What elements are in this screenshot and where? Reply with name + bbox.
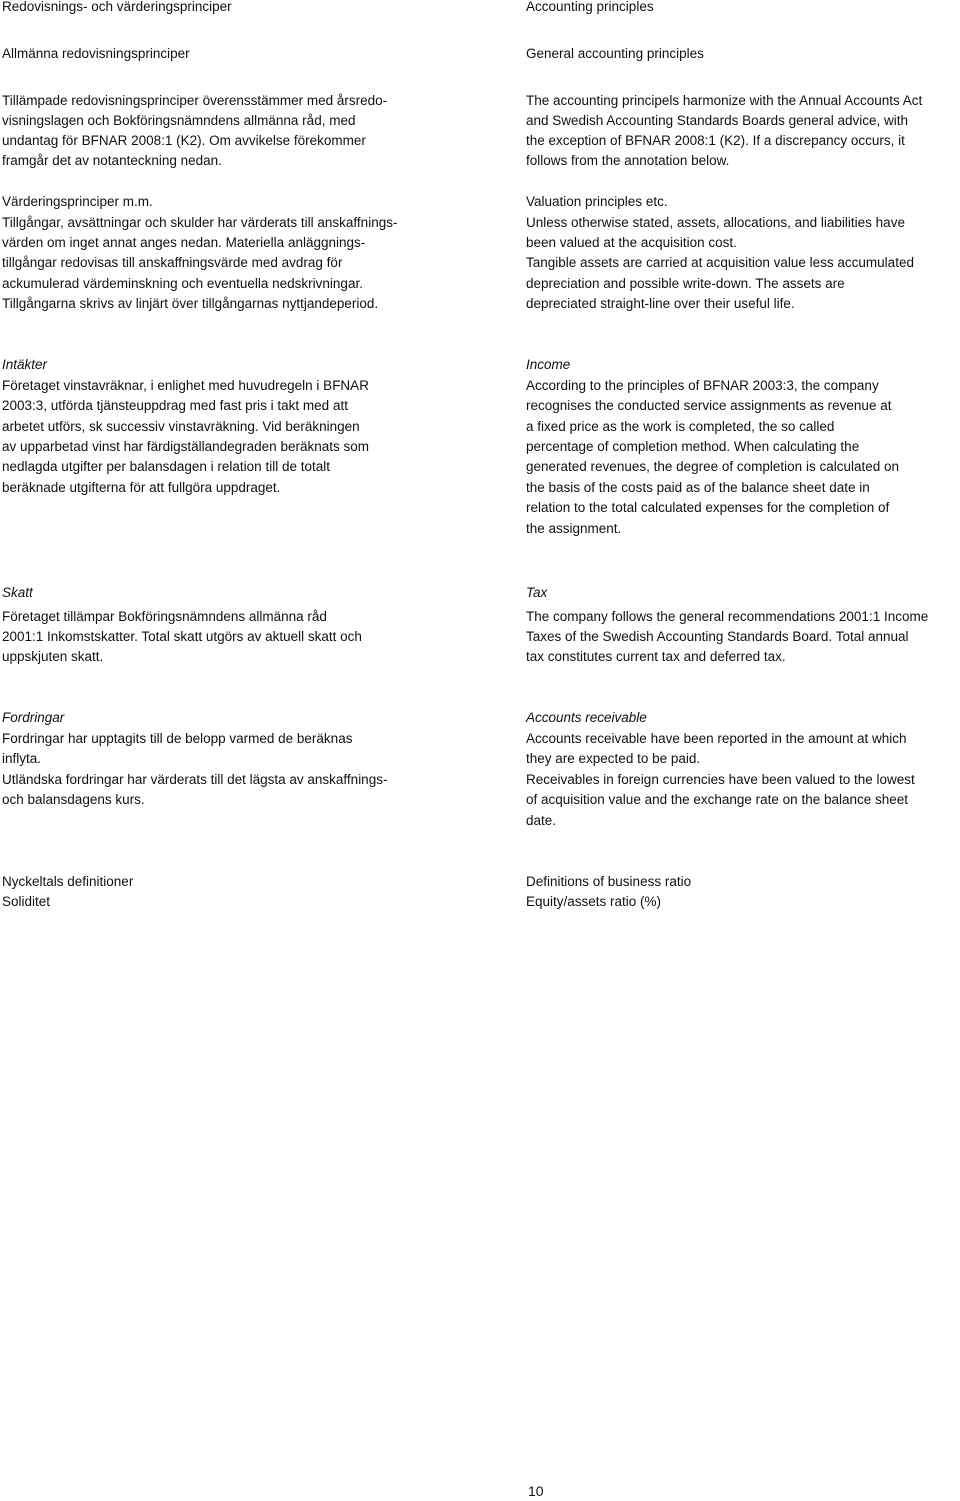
left-valuation-line: värden om inget annat anges nedan. Materiella anläggnings- — [2, 235, 366, 250]
left-title: Redovisnings- och värderingsprinciper — [2, 0, 232, 14]
left-income-line: Företaget vinstavräknar, i enlighet med huvudregeln i BFNAR — [2, 378, 369, 393]
right-income-heading: Income — [526, 357, 571, 372]
right-income-line: recognises the conducted service assignments as revenue at — [526, 398, 892, 413]
right-general-line: The accounting principels harmonize with the Annual Accounts Act — [526, 93, 923, 108]
left-valuation-line: ackumulerad värdeminskning och eventuella nedskrivningar. — [2, 276, 363, 291]
left-general-line: visningslagen och Bokföringsnämndens allmänna råd, med — [2, 113, 356, 128]
left-receivables-line: och balansdagens kurs. — [2, 792, 145, 807]
left-general-heading: Allmänna redovisningsprinciper — [2, 46, 190, 61]
right-tax-heading: Tax — [526, 585, 548, 600]
left-valuation-line: Tillgångar, avsättningar och skulder har värderats till anskaffnings- — [2, 215, 398, 230]
page-number: 10 — [528, 1483, 544, 1499]
right-tax-line: tax constitutes current tax and deferred tax. — [526, 649, 786, 664]
right-general-line: and Swedish Accounting Standards Boards general advice, with — [526, 113, 908, 128]
right-ratio-heading: Definitions of business ratio — [526, 874, 692, 889]
left-general-line: framgår det av notanteckning nedan. — [2, 153, 222, 168]
right-valuation-line: depreciated straight-line over their useful life. — [526, 296, 795, 311]
left-tax-heading: Skatt — [2, 585, 33, 600]
left-ratio-heading: Nyckeltals definitioner — [2, 874, 134, 889]
right-receivables-line: they are expected to be paid. — [526, 751, 701, 766]
right-valuation-line: depreciation and possible write-down. The assets are — [526, 276, 845, 291]
left-receivables-line: inflyta. — [2, 751, 42, 766]
left-income-heading: Intäkter — [2, 357, 48, 372]
right-tax-line: Taxes of the Swedish Accounting Standards Board. Total annual — [526, 629, 909, 644]
left-valuation-line: Tillgångarna skrivs av linjärt över tillgångarnas nyttjandeperiod. — [2, 296, 379, 311]
right-income-line: relation to the total calculated expenses for the completion of — [526, 500, 890, 515]
right-receivables-line: Receivables in foreign currencies have been valued to the lowest — [526, 772, 915, 787]
right-general-heading: General accounting principles — [526, 46, 704, 61]
left-tax-line: Företaget tillämpar Bokföringsnämndens allmänna råd — [2, 609, 327, 624]
left-income-line: beräknade utgifterna för att fullgöra uppdraget. — [2, 480, 281, 495]
right-valuation-heading: Valuation principles etc. — [526, 194, 668, 209]
right-receivables-heading: Accounts receivable — [526, 710, 647, 725]
right-receivables-line: date. — [526, 813, 557, 828]
left-valuation-line: tillgångar redovisas till anskaffningsvärde med avdrag för — [2, 255, 343, 270]
right-receivables-line: of acquisition value and the exchange rate on the balance sheet — [526, 792, 909, 807]
right-valuation-line: Unless otherwise stated, assets, allocations, and liabilities have — [526, 215, 905, 230]
left-receivables-line: Fordringar har upptagits till de belopp varmed de beräknas — [2, 731, 353, 746]
right-receivables-line: Accounts receivable have been reported in the amount at which — [526, 731, 907, 746]
right-income-line: a fixed price as the work is completed, the so called — [526, 419, 835, 434]
right-valuation-line: Tangible assets are carried at acquisition value less accumulated — [526, 255, 914, 270]
right-income-line: the basis of the costs paid as of the balance sheet date in — [526, 480, 870, 495]
right-income-line: generated revenues, the degree of completion is calculated on — [526, 459, 899, 474]
left-income-line: av upparbetad vinst har färdigställandegraden beräknats som — [2, 439, 369, 454]
right-tax-line: The company follows the general recommendations 2001:1 Income — [526, 609, 929, 624]
left-tax-line: 2001:1 Inkomstskatter. Total skatt utgörs av aktuell skatt och — [2, 629, 362, 644]
left-receivables-heading: Fordringar — [2, 710, 65, 725]
left-general-line: Tillämpade redovisningsprinciper överensstämmer med årsredo- — [2, 93, 388, 108]
left-tax-line: uppskjuten skatt. — [2, 649, 104, 664]
left-income-line: nedlagda utgifter per balansdagen i relation till de totalt — [2, 459, 330, 474]
right-title: Accounting principles — [526, 0, 654, 14]
left-income-line: 2003:3, utförda tjänsteuppdrag med fast pris i takt med att — [2, 398, 348, 413]
right-valuation-line: been valued at the acquisition cost. — [526, 235, 737, 250]
left-receivables-line: Utländska fordringar har värderats till det lägsta av anskaffnings- — [2, 772, 388, 787]
left-general-line: undantag för BFNAR 2008:1 (K2). Om avvikelse förekommer — [2, 133, 366, 148]
right-income-line: the assignment. — [526, 521, 622, 536]
right-general-line: follows from the annotation below. — [526, 153, 730, 168]
right-income-line: According to the principles of BFNAR 2003:3, the company — [526, 378, 879, 393]
right-income-line: percentage of completion method. When calculating the — [526, 439, 860, 454]
left-ratio-item: Soliditet — [2, 894, 51, 909]
right-ratio-item: Equity/assets ratio (%) — [526, 894, 662, 909]
right-general-line: the exception of BFNAR 2008:1 (K2). If a discrepancy occurs, it — [526, 133, 905, 148]
left-income-line: arbetet utförs, sk successiv vinstavräkning. Vid beräkningen — [2, 419, 360, 434]
left-valuation-heading: Värderingsprinciper m.m. — [2, 194, 153, 209]
